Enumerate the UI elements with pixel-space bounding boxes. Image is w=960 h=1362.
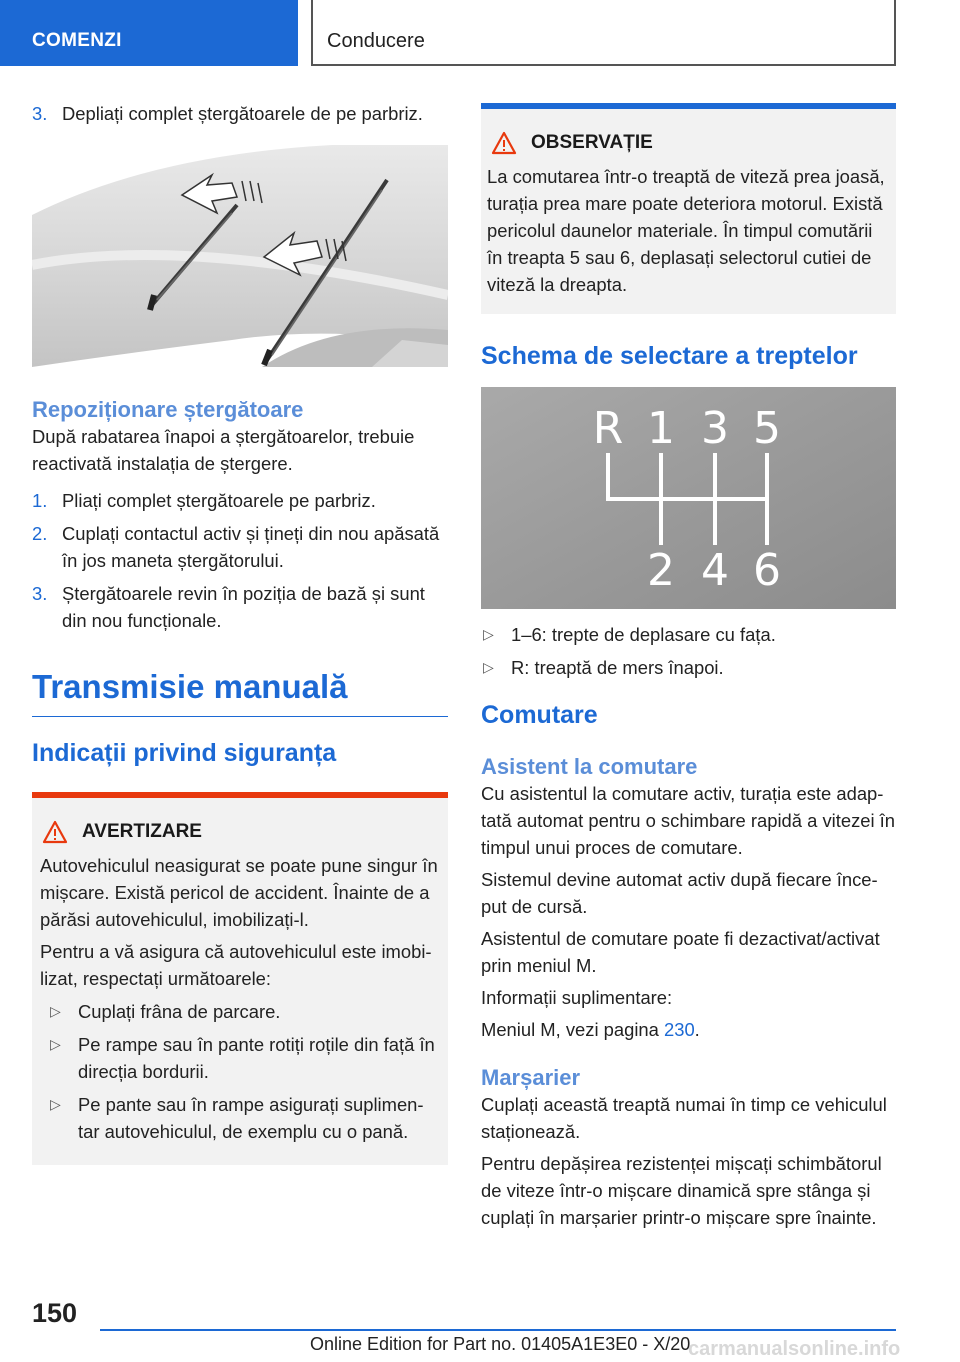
gear-label-6: 6	[753, 545, 781, 596]
assistant-paragraph-4: Informații suplimentare:	[481, 987, 673, 1008]
header-section-label: COMENZI	[32, 30, 122, 51]
list-item	[32, 487, 448, 514]
reposition-intro: După rabatarea înapoi a ștergătoarelor, trebuie reactivată instalația de ștergere.	[32, 426, 415, 474]
gear-label-4: 4	[701, 545, 729, 596]
warning-paragraph-1: Autovehiculul neasigurat se poate pune singur în mișcare. Există pericol de accident. Înainte de a părăsi autovehiculul, imobilizați-l.	[40, 855, 438, 930]
warning-title	[40, 820, 438, 844]
reference-suffix: .	[694, 1019, 700, 1040]
left-column	[32, 100, 448, 1165]
list-item	[32, 100, 448, 127]
reverse-paragraph-2: Pentru depășirea rezistenței mișcați schimbătorul de viteze într-o mișcare dinamică spre stânga și cuplați în marșarier printr-o mișcare spre înainte.	[481, 1153, 882, 1228]
list-item-text: R: treaptă de mers înapoi.	[511, 657, 724, 678]
assistant-paragraph-2: Sistemul devine automat activ după fiecare început de cursă.	[481, 869, 878, 917]
bullet-triangle-icon: ▷	[483, 626, 494, 642]
list-item	[48, 1031, 438, 1085]
warning-title-text: AVERTIZARE	[82, 821, 202, 842]
list-item-text: Cuplați frâna de parcare.	[78, 1001, 281, 1022]
bullet-triangle-icon: ▷	[50, 1003, 61, 1019]
gear-label-3: 3	[701, 403, 729, 454]
reference-prefix: Meniul M, vezi pagina	[481, 1019, 664, 1040]
list-item-text: Pe rampe sau în pante rotiți roțile din față în direcția bordurii.	[78, 1034, 435, 1082]
step-text: Depliați complet ștergătoarele de pe parbriz.	[62, 103, 423, 124]
right-column	[481, 103, 896, 1231]
header-section-tab	[0, 0, 298, 66]
reposition-steps	[32, 487, 448, 634]
header-chapter-box	[311, 0, 896, 66]
reverse-paragraph-1: Cuplați această treaptă numai în timp ce vehiculul staționează.	[481, 1094, 887, 1142]
assistant-paragraph-3: Asistentul de comutare poate fi dezactivat/activat prin meniul M.	[481, 928, 880, 976]
notice-title	[487, 131, 886, 155]
page-reference-link[interactable]: 230	[663, 1019, 695, 1040]
reverse-heading: Marșarier	[481, 1065, 581, 1090]
list-item	[48, 998, 438, 1025]
manual-transmission-heading: Transmisie manuală	[32, 668, 448, 717]
warning-box	[32, 792, 448, 1165]
gear-label-5: 5	[753, 403, 781, 454]
comutare-heading: Comutare	[481, 701, 598, 729]
list-item	[481, 654, 896, 681]
step-number: 3.	[32, 583, 48, 604]
safety-heading: Indicații privind siguranța	[32, 739, 337, 767]
notice-box	[481, 103, 896, 314]
step-text: Cuplați contactul activ și țineți din nou apăsată în jos maneta ștergătorului.	[62, 523, 440, 571]
step-text: Pliați complet ștergătoarele pe parbriz.	[62, 490, 376, 511]
bullet-triangle-icon: ▷	[50, 1096, 61, 1112]
list-item-text: 1–6: trepte de deplasare cu fața.	[511, 624, 776, 645]
reposition-heading: Repoziționare ștergătoare	[32, 397, 304, 422]
gear-shift-diagram	[481, 387, 896, 609]
bullet-triangle-icon: ▷	[483, 659, 494, 675]
warning-paragraph-2: Pentru a vă asigura că autovehiculul este imobilizat, respectați următoarele:	[40, 941, 432, 989]
footer-edition: Online Edition for Part no. 01405A1E3E0 - X/20	[310, 1334, 691, 1354]
notice-text: La comutarea într-o treaptă de viteză prea joasă, turația prea mare poate deteriora motorul. Există pericolul daunelor materiale. În timpul comutării în treapta 5 sau 6, deplasați selectorul cutiei de viteză la dreapta.	[487, 166, 885, 295]
assistant-heading: Asistent la comutare	[481, 754, 698, 779]
list-item	[32, 580, 448, 634]
step-text: Ștergătoarele revin în poziția de bază și sunt din nou funcționale.	[62, 583, 425, 631]
footer-divider	[100, 1329, 896, 1331]
assistant-paragraph-1: Cu asistentul la comutare activ, turația este adaptată automat pentru o schimbare rapidă a vitezei în timpul unui proces de comutare.	[481, 783, 896, 858]
page-number: 150	[32, 1298, 78, 1328]
step-number: 2.	[32, 523, 48, 544]
list-item	[481, 621, 896, 648]
assistant-paragraph-5	[481, 1016, 896, 1043]
list-item-text: Pe pante sau în rampe asigurați suplimentar autovehiculul, de exemplu cu o pană.	[78, 1094, 424, 1142]
notice-title-text: OBSERVAȚIE	[531, 132, 653, 153]
gear-schema-heading: Schema de selectare a treptelor	[481, 342, 858, 370]
bullet-triangle-icon: ▷	[50, 1036, 61, 1052]
warning-list	[40, 998, 438, 1145]
list-item	[48, 1091, 438, 1145]
gear-label-1: 1	[647, 403, 675, 454]
step-number: 3.	[32, 103, 48, 124]
gear-label-r: R	[592, 403, 624, 454]
step-number: 1.	[32, 490, 48, 511]
watermark: carmanualsonline.info	[688, 1338, 901, 1360]
wiper-illustration	[32, 145, 448, 367]
gear-label-2: 2	[647, 545, 675, 596]
gear-list	[481, 621, 896, 681]
warning-triangle-icon	[491, 131, 517, 155]
list-item	[32, 520, 448, 574]
unfold-steps	[32, 100, 448, 127]
header-chapter-label: Conducere	[327, 30, 425, 52]
warning-triangle-icon	[42, 820, 68, 844]
